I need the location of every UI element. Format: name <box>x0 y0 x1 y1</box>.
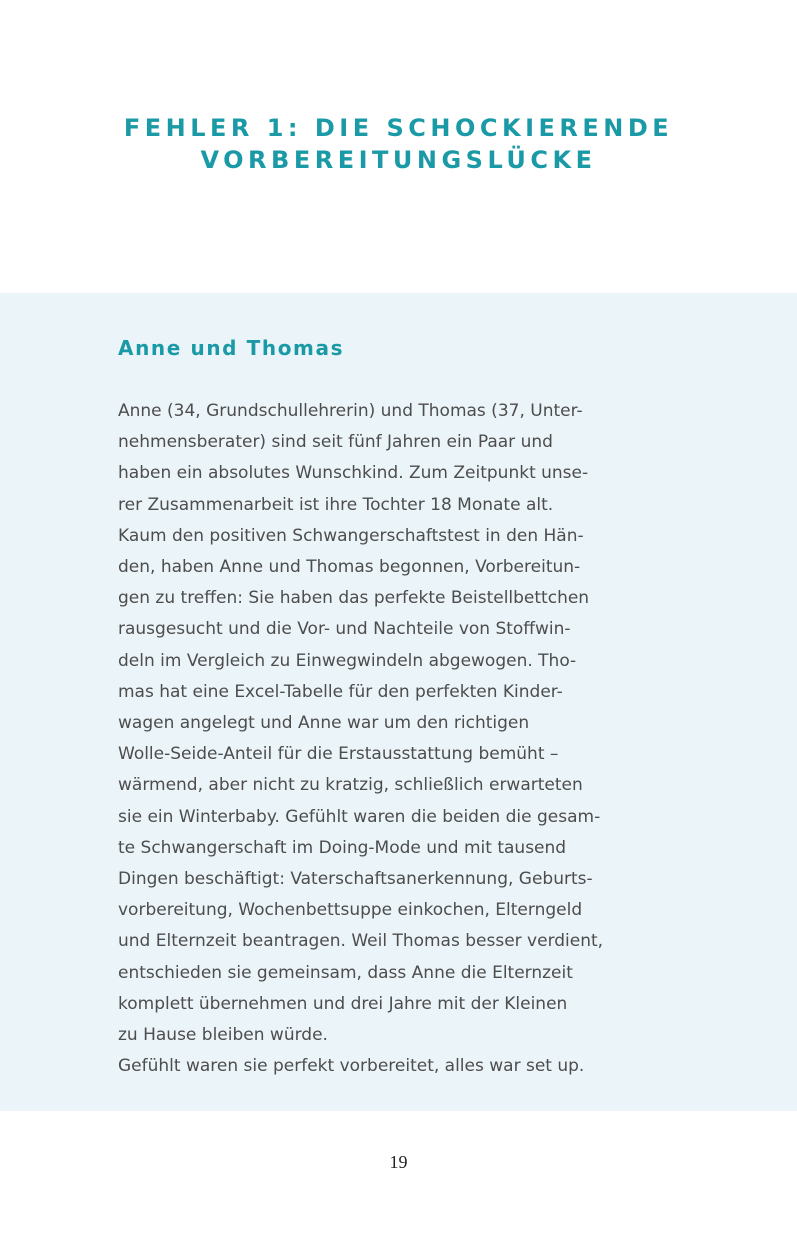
text-line: Gefühlt waren sie perfekt vorbereitet, alles war set up. <box>118 1056 585 1077</box>
text-line: wagen angelegt und Anne war um den richtigen <box>118 713 530 734</box>
page-number: 19 <box>389 1152 408 1172</box>
text-line: nehmensberater) sind seit fünf Jahren ein Paar und <box>118 432 553 453</box>
text-line: entschieden sie gemeinsam, dass Anne die Elternzeit <box>118 962 573 983</box>
text-line: te Schwangerschaft im Doing-Mode und mit tausend <box>118 837 567 858</box>
text-line: rer Zusammenarbeit ist ihre Tochter 18 Monate alt. <box>118 494 554 515</box>
text-line: haben ein absolutes Wunschkind. Zum Zeitpunkt unse- <box>118 463 589 484</box>
text-line: gen zu treffen: Sie haben das perfekte Beistellbettchen <box>118 588 590 609</box>
case-study-heading: Anne und Thomas <box>118 336 345 360</box>
text-line: den, haben Anne und Thomas begonnen, Vorbereitun- <box>118 557 581 578</box>
text-line: Kaum den positiven Schwangerschaftstest in den Hän- <box>118 525 584 546</box>
text-line: Dingen beschäftigt: Vaterschaftsanerkennung, Geburts- <box>118 869 593 890</box>
text-line: sie ein Winterbaby. Gefühlt waren die beiden die gesam- <box>118 806 601 827</box>
text-line: wärmend, aber nicht zu kratzig, schließlich erwarteten <box>118 775 583 796</box>
text-line: Wolle-Seide-Anteil für die Erstausstattung bemüht – <box>118 744 559 765</box>
case-study-text <box>118 396 678 1082</box>
text-line: vorbereitung, Wochenbettsuppe einkochen, Elterngeld <box>118 900 583 921</box>
text-line: deln im Vergleich zu Einwegwindeln abgewogen. Tho- <box>118 650 577 671</box>
chapter-title <box>0 112 797 176</box>
text-line: und Elternzeit beantragen. Weil Thomas besser verdient, <box>118 931 604 952</box>
text-line: zu Hause bleiben würde. <box>118 1025 328 1046</box>
chapter-title-line: VORBEREITUNGSLÜCKE <box>200 146 597 174</box>
text-line: Anne (34, Grundschullehrerin) und Thomas (37, Unter- <box>118 401 583 421</box>
text-line: mas hat eine Excel-Tabelle für den perfekten Kinder- <box>118 681 563 702</box>
text-line: komplett übernehmen und drei Jahre mit der Kleinen <box>118 993 568 1014</box>
chapter-title-line: FEHLER 1: DIE SCHOCKIERENDE <box>123 114 674 142</box>
text-line: rausgesucht und die Vor- und Nachteile von Stoffwin- <box>118 619 571 640</box>
